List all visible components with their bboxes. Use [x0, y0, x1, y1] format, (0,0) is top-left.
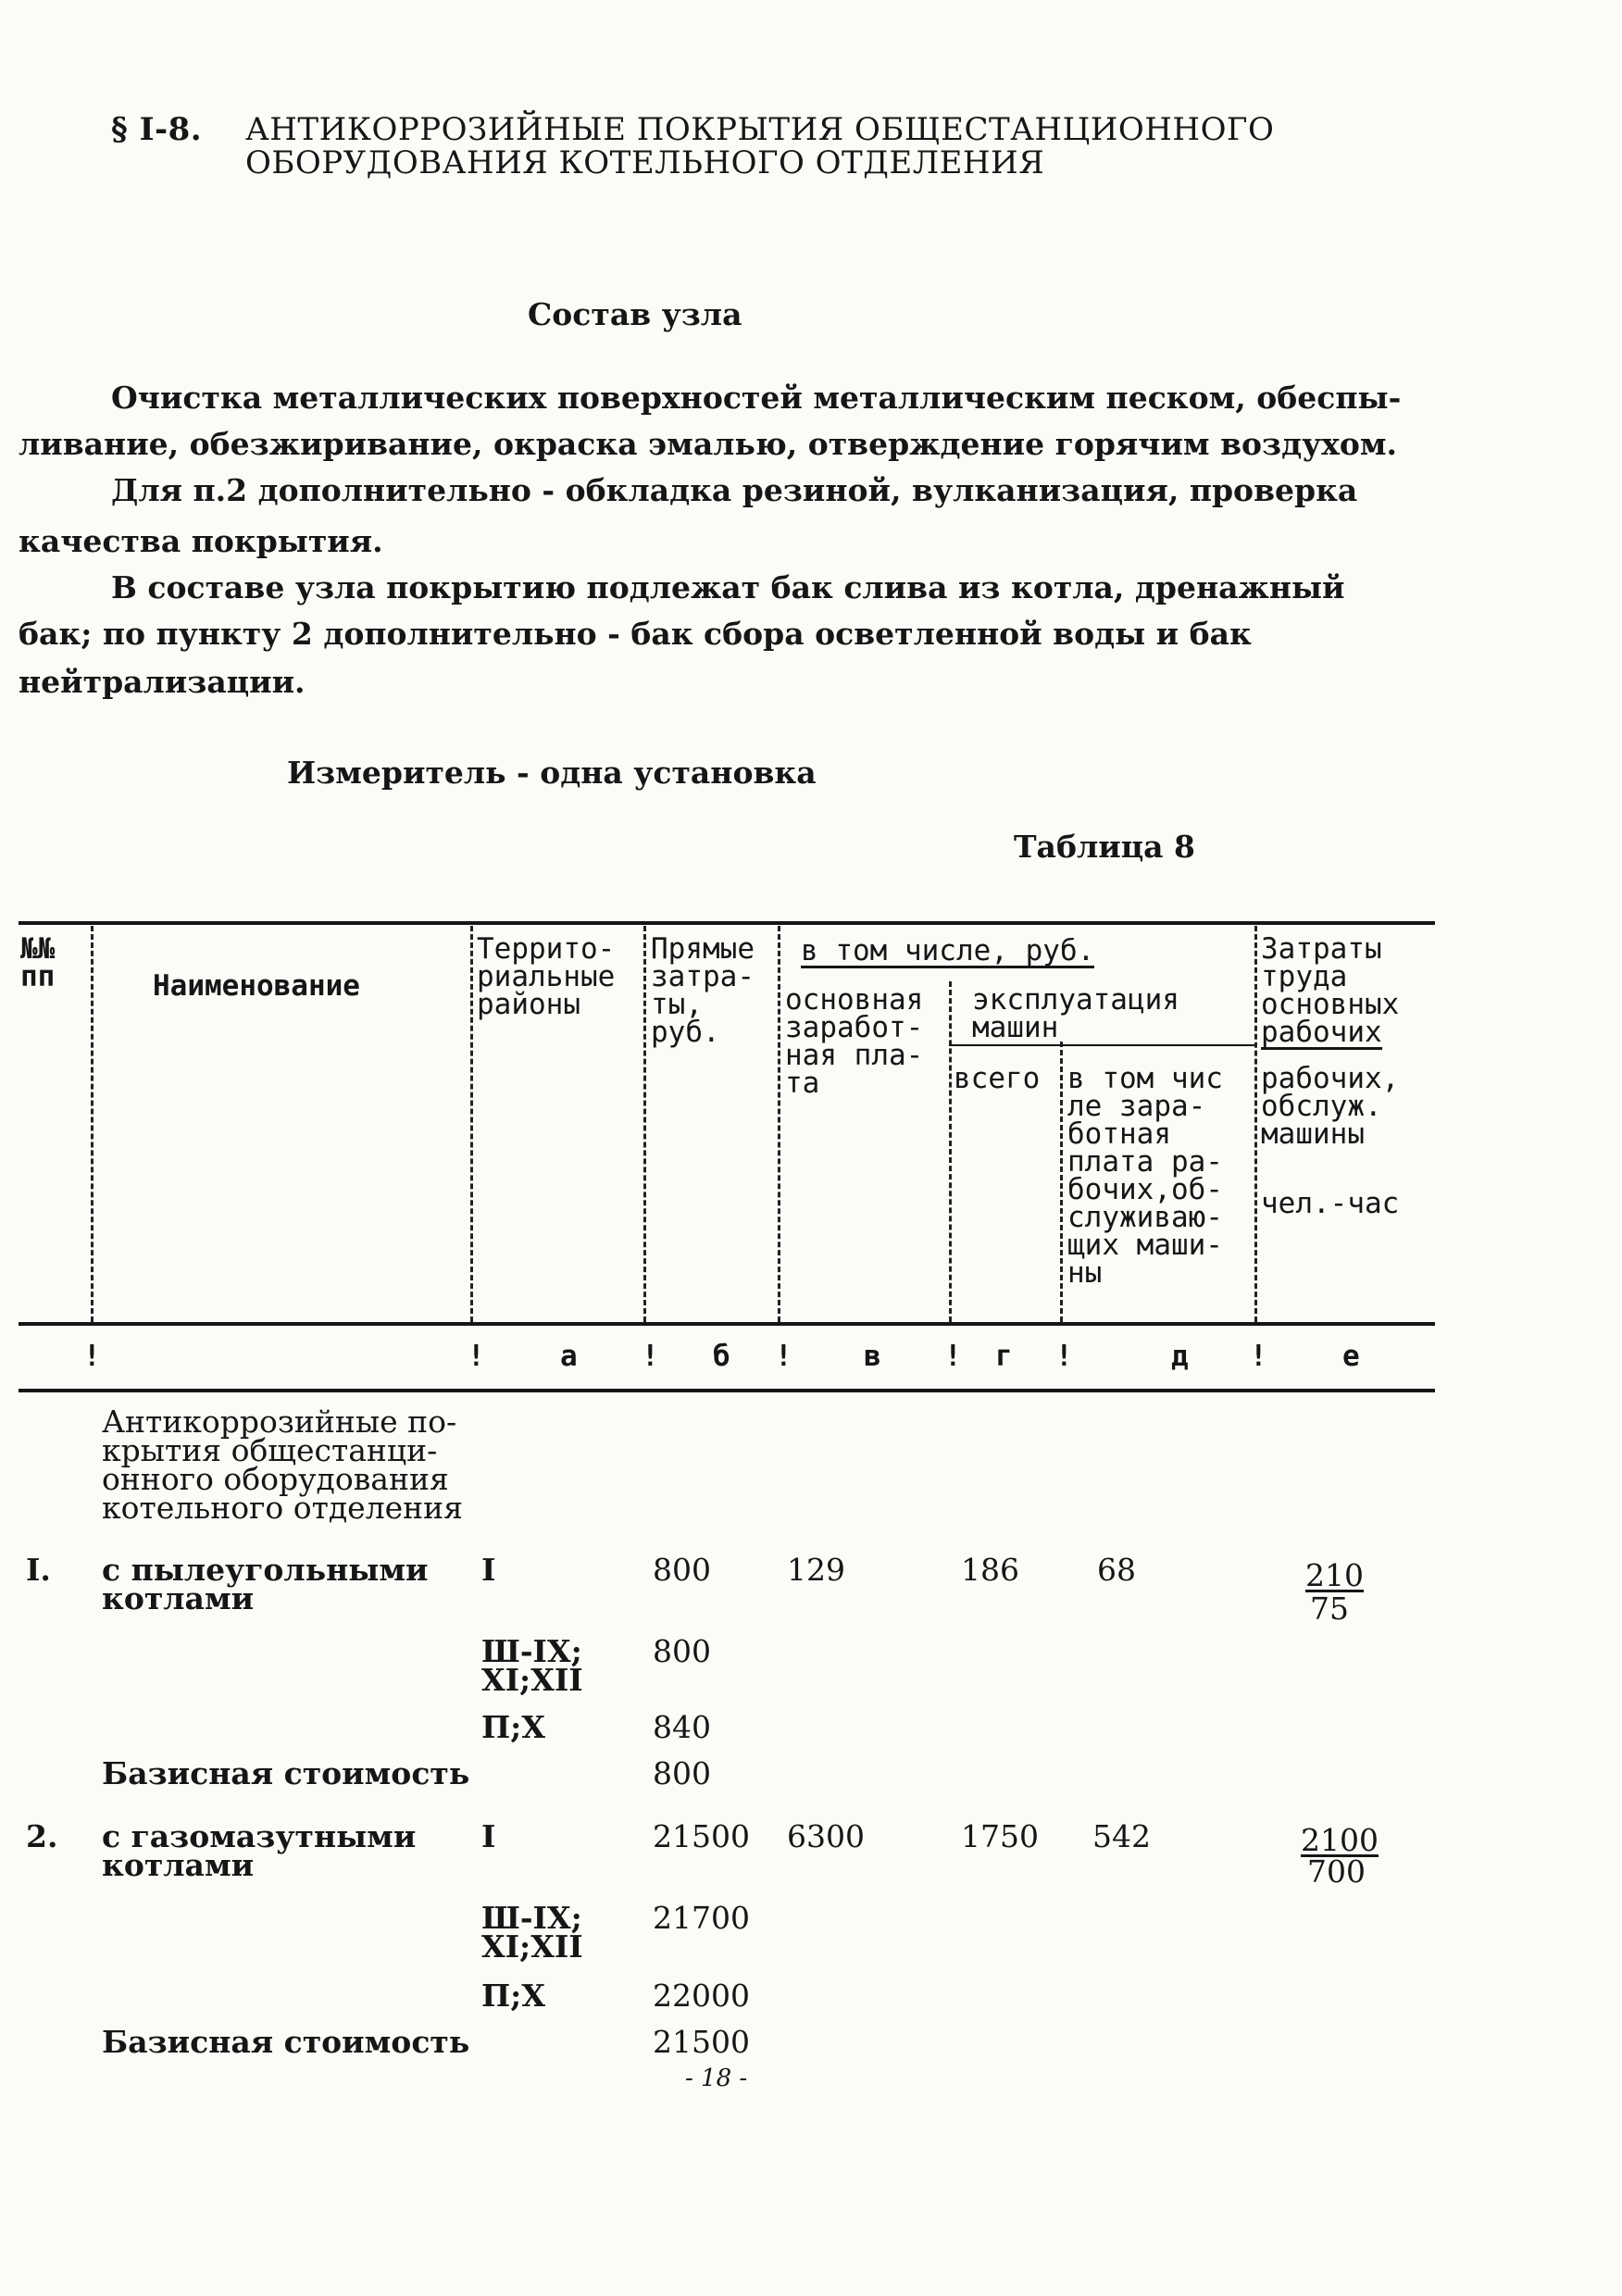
- composition-line-3: Для п.2 дополнительно - обкладка резиной, вулканизация, проверка: [111, 472, 1358, 508]
- row2d-name: Базисная стоимость: [102, 2024, 470, 2060]
- header-total: всего: [954, 1062, 1041, 1095]
- composition-line-4: качества покрытия.: [19, 523, 383, 559]
- header-labor-unit: чел.-час: [1261, 1187, 1400, 1220]
- row2-labor-top: 2100: [1301, 1822, 1379, 1858]
- row2b-region-2: XI;XII: [481, 1928, 583, 1965]
- header-incl-7: щих маши-: [1067, 1229, 1223, 1262]
- row2c-region: П;X: [481, 1978, 545, 2014]
- col-divider-6: [1060, 1042, 1063, 1322]
- row1-labor-top: 210: [1305, 1557, 1364, 1593]
- row1-region: I: [481, 1552, 496, 1588]
- row1-direct: 800: [653, 1552, 711, 1588]
- row1c-region: П;X: [481, 1709, 545, 1745]
- header-num-2: пп: [20, 960, 56, 993]
- row2d-direct: 21500: [653, 2024, 750, 2060]
- row2-num: 2.: [26, 1818, 58, 1854]
- row2b-direct: 21700: [653, 1900, 750, 1936]
- operation-sub-rule: [949, 1044, 1254, 1046]
- header-operation-2: машин: [972, 1011, 1059, 1044]
- group-title-3: онного оборудования: [102, 1461, 449, 1497]
- row1b-region-1: Ш-IX;: [481, 1633, 582, 1669]
- section-title-line2: ОБОРУДОВАНИЯ КОТЕЛЬНОГО ОТДЕЛЕНИЯ: [245, 144, 1045, 181]
- header-labor-1: Затраты: [1261, 932, 1382, 966]
- letter-sep-5: !: [944, 1340, 962, 1373]
- header-labor-4: рабочих: [1261, 1016, 1382, 1049]
- letter-a: а: [560, 1340, 578, 1373]
- header-num-1: №№: [20, 932, 56, 966]
- table-letters-rule: [19, 1389, 1435, 1392]
- composition-line-5: В составе узла покрытию подлежат бак слива из котла, дренажный: [111, 569, 1345, 605]
- row1-name-1: с пылеугольными: [102, 1552, 429, 1588]
- row2-name-1: с газомазутными: [102, 1818, 417, 1854]
- row1b-direct: 800: [653, 1633, 711, 1669]
- col-divider-7: [1254, 926, 1257, 1322]
- row1-name-2: котлами: [102, 1580, 255, 1616]
- letter-b: б: [713, 1340, 730, 1373]
- col-divider-5: [949, 981, 952, 1322]
- composition-line-2: ливание, обезжиривание, окраска эмалью, отверждение горячим воздухом.: [19, 426, 1398, 462]
- page-number: - 18 -: [685, 2065, 748, 2092]
- header-name: Наименование: [153, 969, 360, 1003]
- row1-basic: 129: [787, 1552, 845, 1588]
- row2-total: 1750: [961, 1818, 1039, 1854]
- header-incl-6: служиваю-: [1067, 1201, 1223, 1234]
- header-labor2-3: машины: [1261, 1117, 1365, 1151]
- table-label: Таблица 8: [1014, 829, 1195, 865]
- header-direct-4: руб.: [651, 1016, 720, 1049]
- row2-basic: 6300: [787, 1818, 865, 1854]
- letter-d: д: [1171, 1340, 1189, 1373]
- col-divider-3: [643, 926, 646, 1322]
- letter-sep-2: !: [468, 1340, 485, 1373]
- composition-line-7: нейтрализации.: [19, 664, 306, 700]
- row2-name-2: котлами: [102, 1847, 255, 1883]
- header-incl-8: ны: [1067, 1256, 1103, 1290]
- header-labor2-2: обслуж.: [1261, 1090, 1382, 1123]
- header-basic-1: основная: [785, 983, 924, 1017]
- row1c-direct: 840: [653, 1709, 711, 1745]
- header-territory-1: Террито-: [477, 932, 616, 966]
- composition-line-1: Очистка металлических поверхностей металлическим песком, обеспы-: [111, 380, 1402, 416]
- header-incl-5: бочих,об-: [1067, 1173, 1223, 1206]
- header-basic-4: та: [785, 1067, 820, 1100]
- header-incl-4: плата ра-: [1067, 1145, 1223, 1179]
- header-basic-3: ная пла-: [785, 1039, 924, 1072]
- letter-sep-4: !: [775, 1340, 792, 1373]
- row2b-region-1: Ш-IX;: [481, 1900, 582, 1936]
- row1-total: 186: [961, 1552, 1019, 1588]
- row1-incl: 68: [1097, 1552, 1136, 1588]
- group-title-4: котельного отделения: [102, 1490, 463, 1526]
- header-incl-3: ботная: [1067, 1117, 1171, 1151]
- table-top-rule: [19, 921, 1435, 925]
- row2c-direct: 22000: [653, 1978, 750, 2014]
- row1d-direct: 800: [653, 1755, 711, 1791]
- header-labor-2: труда: [1261, 960, 1348, 993]
- row2-direct: 21500: [653, 1818, 750, 1854]
- letter-v: в: [864, 1340, 881, 1373]
- composition-heading: Состав узла: [528, 296, 742, 332]
- measure-unit: Измеритель - одна установка: [287, 755, 817, 791]
- group-title-2: крытия общестанци-: [102, 1432, 438, 1468]
- letter-sep-6: !: [1055, 1340, 1073, 1373]
- header-labor-3: основных: [1261, 988, 1400, 1021]
- letter-sep-1: !: [83, 1340, 101, 1373]
- header-operation-1: эксплуатация: [972, 983, 1179, 1017]
- header-direct-1: Прямые: [651, 932, 755, 966]
- row1d-name: Базисная стоимость: [102, 1755, 470, 1791]
- col-divider-1: [91, 926, 94, 1322]
- row2-region: I: [481, 1818, 496, 1854]
- header-basic-2: заработ-: [785, 1011, 924, 1044]
- row1b-region-2: XI;XII: [481, 1662, 583, 1698]
- row2-labor-bot: 700: [1307, 1853, 1366, 1890]
- header-territory-2: риальные: [477, 960, 616, 993]
- row1-num: I.: [26, 1552, 51, 1588]
- composition-line-6: бак; по пункту 2 дополнительно - бак сбора осветленной воды и бак: [19, 616, 1252, 652]
- header-incl-2: ле зара-: [1067, 1090, 1206, 1123]
- letter-sep-3: !: [642, 1340, 659, 1373]
- row1-labor-bot: 75: [1310, 1591, 1349, 1627]
- col-divider-2: [470, 926, 473, 1322]
- header-labor2-1: рабочих,: [1261, 1062, 1400, 1095]
- row2-incl: 542: [1092, 1818, 1151, 1854]
- letter-g: г: [995, 1340, 1013, 1373]
- header-direct-2: затра-: [651, 960, 755, 993]
- group-title-1: Антикоррозийные по-: [102, 1404, 457, 1440]
- col-divider-4: [778, 926, 780, 1322]
- header-territory-3: районы: [477, 988, 580, 1021]
- header-incl-1: в том чис: [1067, 1062, 1223, 1095]
- section-title-line1: АНТИКОРРОЗИЙНЫЕ ПОКРЫТИЯ ОБЩЕСТАНЦИОННОГО: [245, 111, 1275, 148]
- header-direct-3: ты,: [651, 988, 703, 1021]
- letter-e: е: [1342, 1340, 1360, 1373]
- section-number: § I-8.: [111, 111, 203, 148]
- letter-sep-7: !: [1250, 1340, 1267, 1373]
- header-including: в том числе, руб.: [801, 934, 1095, 967]
- table-header-bottom-rule: [19, 1322, 1435, 1326]
